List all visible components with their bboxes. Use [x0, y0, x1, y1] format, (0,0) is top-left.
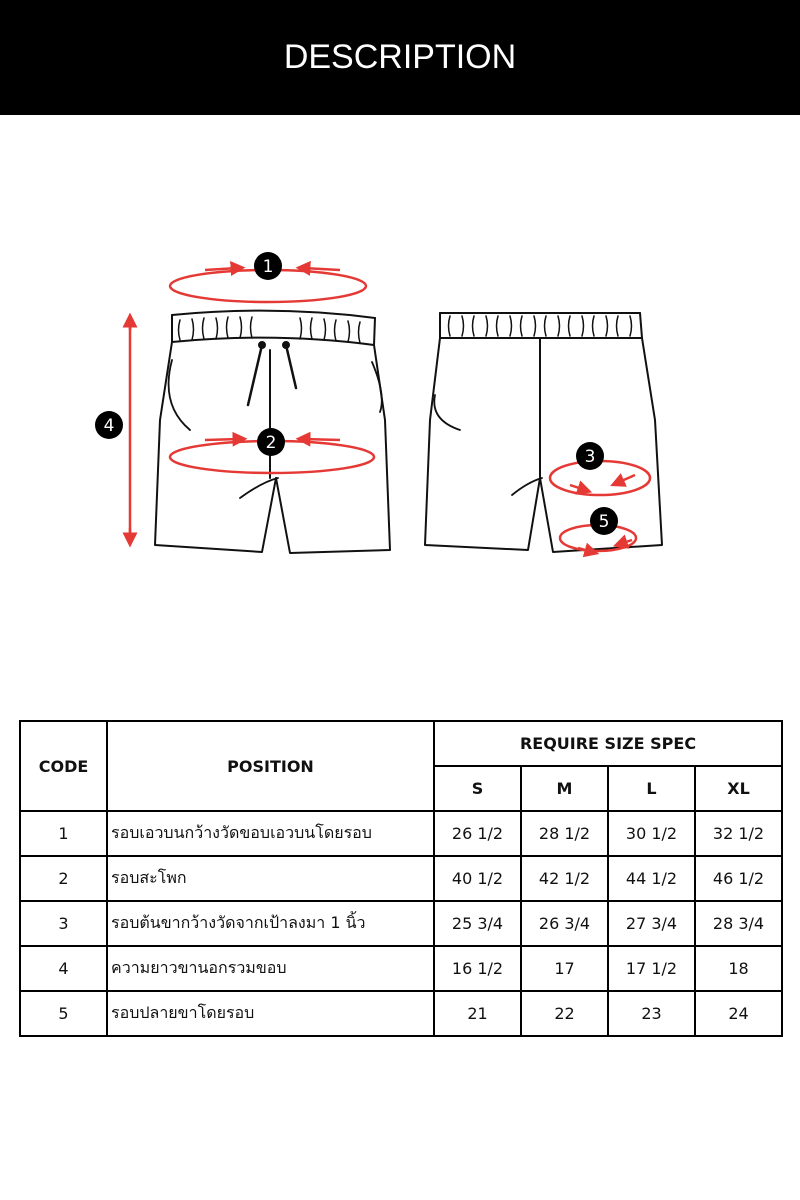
marker-4-label: 4 — [103, 416, 115, 436]
marker-5 — [590, 507, 618, 535]
header-bar — [0, 0, 800, 115]
row-position: รอบเอวบนกว้างวัดขอบเอวบนโดยรอบ — [107, 811, 434, 856]
row-value-m: 42 1/2 — [521, 856, 608, 901]
shorts-measurement-diagram — [0, 115, 800, 675]
row-value-m: 28 1/2 — [521, 811, 608, 856]
marker-3 — [576, 442, 604, 470]
spec-header: REQUIRE SIZE SPEC — [434, 721, 782, 766]
marker-5-label: 5 — [598, 512, 610, 532]
table-row — [20, 946, 782, 991]
row-value-s: 21 — [434, 991, 521, 1036]
row-code: 3 — [20, 901, 107, 946]
row-value-s: 40 1/2 — [434, 856, 521, 901]
page-title: DESCRIPTION — [283, 38, 517, 76]
row-position: รอบสะโพก — [107, 856, 434, 901]
row-position: รอบต้นขากว้างวัดจากเป้าลงมา 1 นิ้ว — [107, 901, 434, 946]
back-shorts-illustration — [425, 313, 662, 552]
table-row — [20, 856, 782, 901]
size-spec-table — [19, 720, 783, 1037]
row-code: 1 — [20, 811, 107, 856]
row-value-s: 16 1/2 — [434, 946, 521, 991]
marker-2-label: 2 — [265, 433, 277, 453]
marker-3-label: 3 — [584, 447, 596, 467]
row-value-m: 26 3/4 — [521, 901, 608, 946]
row-value-l: 30 1/2 — [608, 811, 695, 856]
size-header-xl: XL — [695, 766, 782, 811]
row-value-s: 26 1/2 — [434, 811, 521, 856]
row-position: ความยาวขานอกรวมขอบ — [107, 946, 434, 991]
marker-2 — [257, 428, 285, 456]
marker-4 — [95, 411, 123, 439]
table-row — [20, 811, 782, 856]
size-header-m: M — [521, 766, 608, 811]
row-code: 4 — [20, 946, 107, 991]
row-value-xl: 32 1/2 — [695, 811, 782, 856]
row-value-m: 17 — [521, 946, 608, 991]
row-value-m: 22 — [521, 991, 608, 1036]
row-code: 2 — [20, 856, 107, 901]
row-value-l: 17 1/2 — [608, 946, 695, 991]
row-value-l: 23 — [608, 991, 695, 1036]
row-value-xl: 24 — [695, 991, 782, 1036]
row-value-l: 27 3/4 — [608, 901, 695, 946]
row-value-s: 25 3/4 — [434, 901, 521, 946]
position-header: POSITION — [107, 721, 434, 811]
row-value-xl: 46 1/2 — [695, 856, 782, 901]
row-value-xl: 28 3/4 — [695, 901, 782, 946]
table-row — [20, 901, 782, 946]
size-header-s: S — [434, 766, 521, 811]
table-row — [20, 991, 782, 1036]
marker-1 — [254, 252, 282, 280]
row-value-l: 44 1/2 — [608, 856, 695, 901]
row-position: รอบปลายขาโดยรอบ — [107, 991, 434, 1036]
measurement-guides — [130, 268, 650, 552]
size-header-l: L — [608, 766, 695, 811]
code-header: CODE — [20, 721, 107, 811]
row-code: 5 — [20, 991, 107, 1036]
marker-1-label: 1 — [262, 257, 274, 277]
row-value-xl: 18 — [695, 946, 782, 991]
